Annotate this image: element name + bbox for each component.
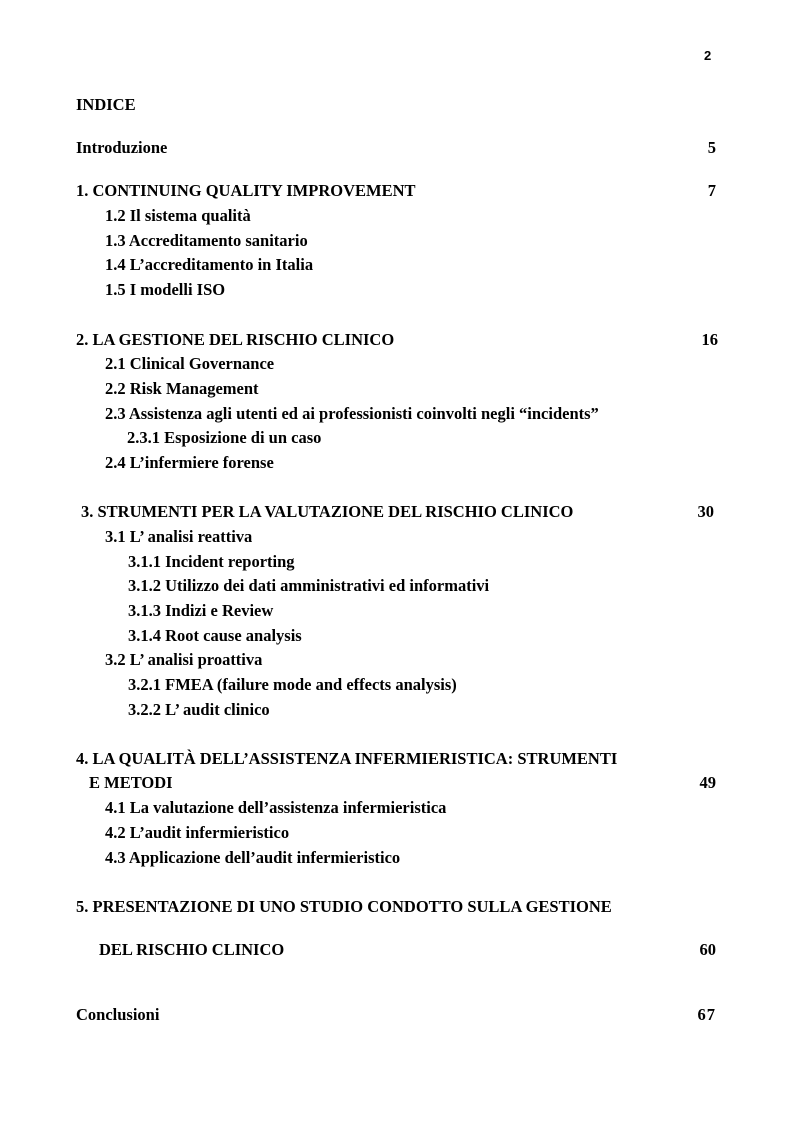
- toc-page-chapter-4: 49: [699, 773, 716, 792]
- toc-page-chapter-5: 60: [699, 940, 716, 959]
- toc-entry-3-1: 3.1 L’ analisi reattiva: [105, 527, 253, 546]
- toc-entry-chapter-2: 2. LA GESTIONE DEL RISCHIO CLINICO: [76, 330, 395, 349]
- toc-entry-3-2-2: 3.2.2 L’ audit clinico: [128, 700, 270, 719]
- toc-entry-introduzione: Introduzione: [76, 138, 168, 157]
- toc-entry-3-1-2: 3.1.2 Utilizzo dei dati amministrativi ed informativi: [128, 576, 490, 595]
- toc-page-conclusioni: 67: [697, 1005, 716, 1024]
- toc-entry-2-4: 2.4 L’infermiere forense: [105, 453, 274, 472]
- toc-title: INDICE: [76, 95, 136, 114]
- toc-entry-2-1: 2.1 Clinical Governance: [105, 354, 275, 373]
- toc-entry-3-1-4: 3.1.4 Root cause analysis: [128, 626, 302, 645]
- toc-entry-3-1-3: 3.1.3 Indizi e Review: [128, 601, 274, 620]
- toc-entry-chapter-4-cont: E METODI: [89, 773, 173, 792]
- toc-entry-3-1-1: 3.1.1 Incident reporting: [128, 552, 295, 571]
- toc-entry-conclusioni: Conclusioni: [76, 1005, 160, 1024]
- toc-entry-1-4: 1.4 L’accreditamento in Italia: [105, 255, 314, 274]
- toc-entry-4-1: 4.1 La valutazione dell’assistenza infermieristica: [105, 798, 447, 817]
- toc-entry-chapter-3: 3. STRUMENTI PER LA VALUTAZIONE DEL RISCHIO CLINICO: [81, 502, 574, 521]
- toc-page-chapter-2: 16: [701, 330, 718, 349]
- toc-page-chapter-1: 7: [707, 181, 716, 200]
- toc-entry-1-5: 1.5 I modelli ISO: [105, 280, 226, 299]
- toc-entry-chapter-5: 5. PRESENTAZIONE DI UNO STUDIO CONDOTTO SULLA GESTIONE: [76, 897, 612, 916]
- toc-entry-2-3: 2.3 Assistenza agli utenti ed ai professionisti coinvolti negli “incidents”: [105, 404, 599, 423]
- toc-entry-chapter-5-cont: DEL RISCHIO CLINICO: [99, 940, 285, 959]
- toc-entry-3-2-1: 3.2.1 FMEA (failure mode and effects analysis): [128, 675, 457, 694]
- toc-entry-4-3: 4.3 Applicazione dell’audit infermieristico: [105, 848, 401, 867]
- toc-entry-chapter-4: 4. LA QUALITÀ DELL’ASSISTENZA INFERMIERISTICA: STRUMENTI: [76, 749, 618, 768]
- toc-entry-chapter-1: 1. CONTINUING QUALITY IMPROVEMENT: [76, 181, 416, 200]
- toc-entry-2-3-1: 2.3.1 Esposizione di un caso: [127, 428, 322, 447]
- toc-entry-3-2: 3.2 L’ analisi proattiva: [105, 650, 263, 669]
- toc-page-introduzione: 5: [707, 138, 716, 157]
- toc-entry-2-2: 2.2 Risk Management: [105, 379, 259, 398]
- page-number: 2: [704, 48, 712, 63]
- toc-entry-1-2: 1.2 Il sistema qualità: [105, 206, 251, 225]
- toc-page-chapter-3: 30: [697, 502, 714, 521]
- toc-entry-1-3: 1.3 Accreditamento sanitario: [105, 231, 308, 250]
- toc-entry-4-2: 4.2 L’audit infermieristico: [105, 823, 290, 842]
